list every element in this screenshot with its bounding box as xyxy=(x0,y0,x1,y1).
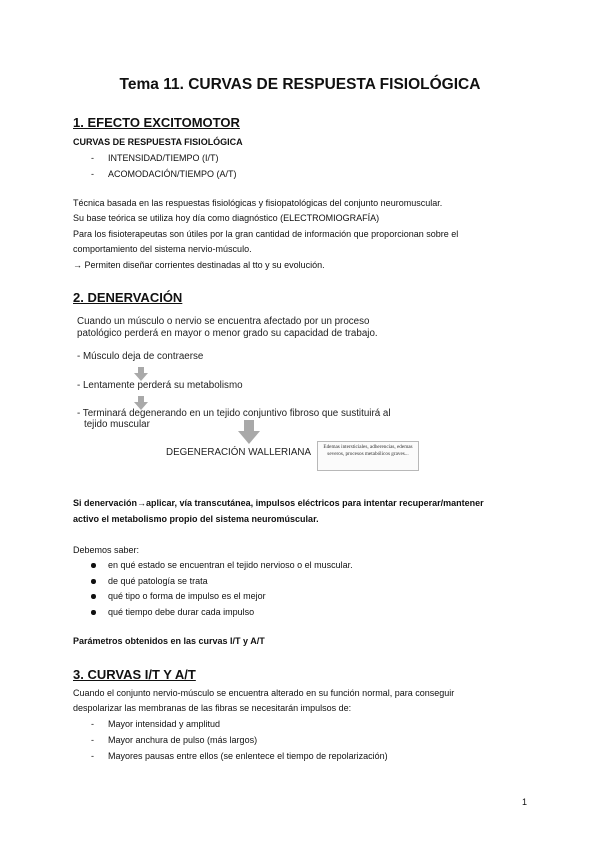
page-number: 1 xyxy=(522,797,528,807)
paragraph: Su base teórica se utiliza hoy día como diagnóstico (ELECTROMIOGRAFÍA) xyxy=(73,213,380,223)
down-arrow-icon xyxy=(134,367,148,381)
figure-note: Edemas intersticiales, adherencias, edemas severos, procesos metabólicos graves... xyxy=(317,441,419,471)
paragraph: → Permiten diseñar corrientes destinadas al tto y su evolución. xyxy=(73,260,325,270)
list-item: de qué patología se trata xyxy=(108,576,208,586)
figure-result: DEGENERACIÓN WALLERIANA xyxy=(166,447,311,458)
figure-intro: Cuando un músculo o nervio se encuentra afectado por un proceso xyxy=(77,316,370,327)
bullet-icon xyxy=(91,579,96,584)
paragraph: Cuando el conjunto nervio-músculo se encuentra alterado en su función normal, para conseguir xyxy=(73,688,455,698)
section-3-heading: 3. CURVAS I/T Y A/T xyxy=(73,667,196,682)
figure-intro: patológico perderá en mayor o menor grado su capacidad de trabajo. xyxy=(77,328,378,339)
bold-paragraph: Si denervación→aplicar, vía transcutánea, impulsos eléctricos para intentar recuperar/mantener xyxy=(73,498,484,508)
paragraph: Técnica basada en las respuestas fisiológicas y fisiopatológicas del conjunto neuromuscular. xyxy=(73,198,443,208)
section-1-subheading: CURVAS DE RESPUESTA FISIOLÓGICA xyxy=(73,137,243,147)
bullet-icon xyxy=(91,594,96,599)
paragraph: Debemos saber: xyxy=(73,545,140,555)
figure-step: - Lentamente perderá su metabolismo xyxy=(77,380,243,391)
paragraph: despolarizar las membranas de las fibras se necesitarán impulsos de: xyxy=(73,703,352,713)
bullet-icon xyxy=(91,610,96,615)
list-item: qué tipo o forma de impulso es el mejor xyxy=(108,591,266,601)
paragraph: Para los fisioterapeutas son útiles por la gran cantidad de información que proporcionan sobre el xyxy=(73,229,459,239)
dash-marker: - xyxy=(91,735,94,745)
dash-marker: - xyxy=(91,719,94,729)
figure-step: tejido muscular xyxy=(84,419,150,430)
down-arrow-icon xyxy=(238,420,260,444)
section-1-heading: 1. EFECTO EXCITOMOTOR xyxy=(73,115,240,130)
list-item: INTENSIDAD/TIEMPO (I/T) xyxy=(108,153,219,163)
figure-step: - Músculo deja de contraerse xyxy=(77,351,204,362)
bold-paragraph: Parámetros obtenidos en las curvas I/T y A/T xyxy=(73,636,265,646)
list-item: Mayores pausas entre ellos (se enlentece el tiempo de repolarización) xyxy=(108,751,388,761)
section-2-heading: 2. DENERVACIÓN xyxy=(73,290,183,305)
bold-paragraph: activo el metabolismo propio del sistema neuromúscular. xyxy=(73,514,319,524)
dash-marker: - xyxy=(91,751,94,761)
dash-marker: - xyxy=(91,169,94,179)
list-item: Mayor intensidad y amplitud xyxy=(108,719,221,729)
page-title: Tema 11. CURVAS DE RESPUESTA FISIOLÓGICA xyxy=(119,76,481,93)
bullet-icon xyxy=(91,563,96,568)
list-item: qué tiempo debe durar cada impulso xyxy=(108,607,255,617)
figure-step: - Terminará degenerando en un tejido conjuntivo fibroso que sustituirá al xyxy=(77,408,391,419)
list-item: en qué estado se encuentran el tejido nervioso o el muscular. xyxy=(108,560,353,570)
list-item: Mayor anchura de pulso (más largos) xyxy=(108,735,258,745)
dash-marker: - xyxy=(91,153,94,163)
list-item: ACOMODACIÓN/TIEMPO (A/T) xyxy=(108,169,237,179)
paragraph: comportamiento del sistema nervio-músculo. xyxy=(73,244,252,254)
